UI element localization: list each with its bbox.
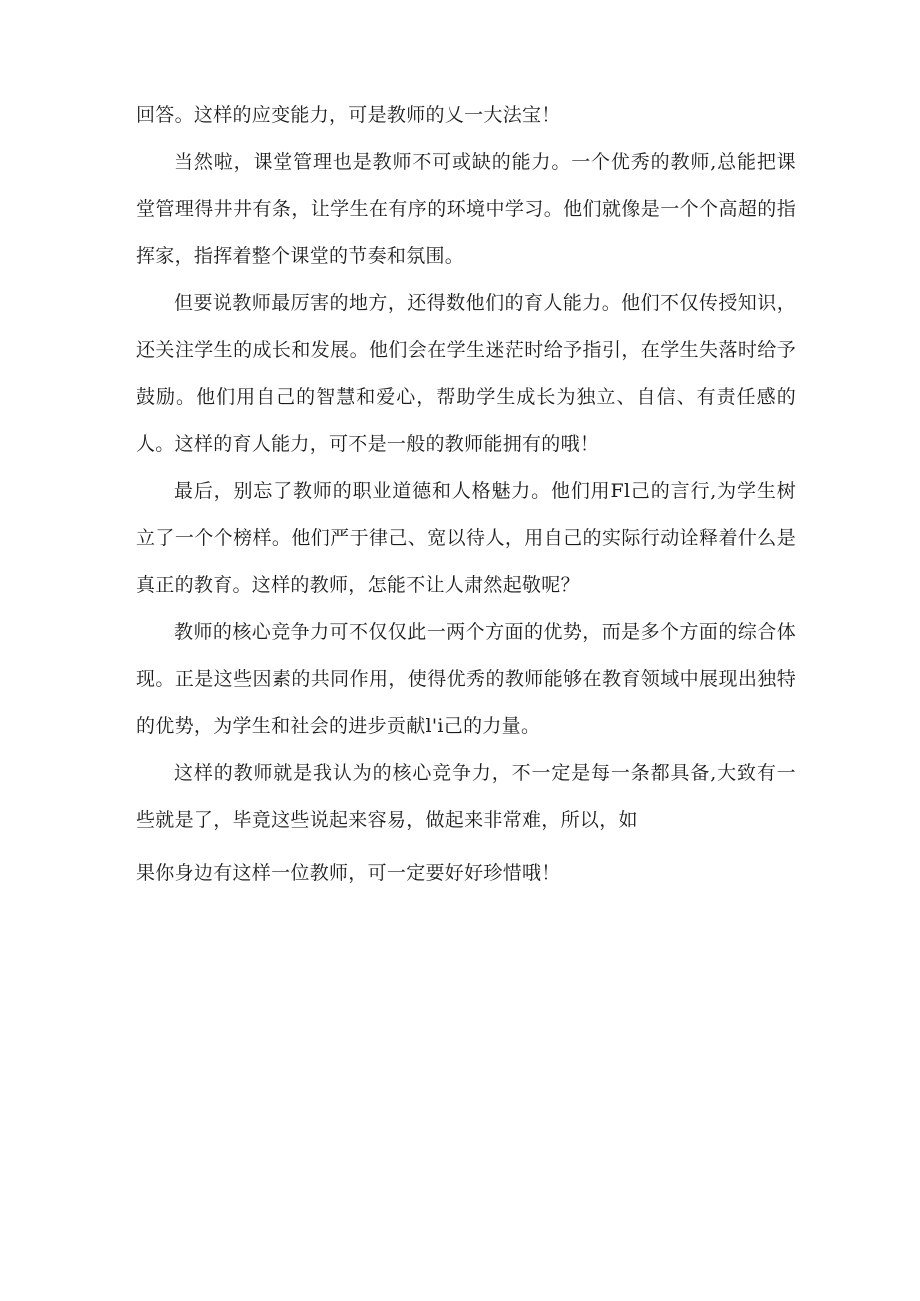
paragraph-2: 但要说教师最厉害的地方，还得数他们的育人能力。他们不仅传授知识，还关注学生的成长和发展。他们会在学生迷茫时给予指引，在学生失落时给予鼓励。他们用自己的智慧和爱心，帮助学生成长为独立、自信、有责任感的人。这样的育人能力，可不是一般的教师能拥有的哦！ (136, 292, 796, 455)
paragraph-0: 回答。这样的应变能力，可是教师的乂一大法宝！ (136, 104, 561, 126)
paragraph-3: 最后，别忘了教师的职业道德和人格魅力。他们用Fl己的言行,为学生树立了一个个榜样。他们严于律己、宽以待人，用自己的实际行动诠释着什么是真正的教育。这样的教师，怎能不让人肃然起敬呢？ (136, 480, 796, 596)
paragraph-6: 果你身边有这样一位教师，可一定要好好珍惜哦！ (136, 862, 561, 884)
document-body (136, 92, 796, 897)
paragraph-1: 当然啦，课堂管理也是教师不可或缺的能力。一个优秀的教师,总能把课堂管理得井井有条，让学生在有序的环境中学习。他们就像是一个个高超的指挥家，指挥着整个课堂的节奏和氛围。 (136, 151, 796, 267)
paragraph-4: 教师的核心竞争力可不仅仅此一两个方面的优势，而是多个方面的综合体现。正是这些因素的共同作用，使得优秀的教师能够在教育领域中展现出独特的优势，为学生和社会的进步贡献l'i己的力量。 (136, 621, 796, 737)
paragraph-5: 这样的教师就是我认为的核心竞争力，不一定是每一条都具备,大致有一些就是了，毕竟这些说起来容易，做起来非常难，所以，如 (136, 762, 796, 831)
